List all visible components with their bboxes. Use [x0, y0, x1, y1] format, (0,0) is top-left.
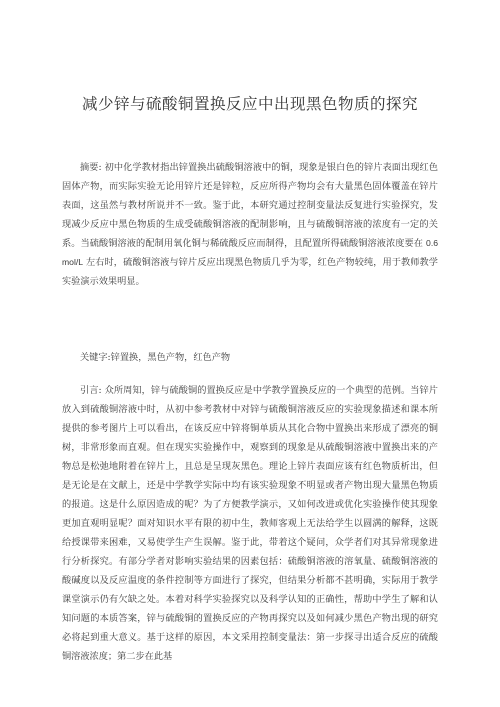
- abstract-paragraph: [62, 158, 438, 291]
- keywords-text: 锌置换，黑色产物，红色产物: [110, 352, 231, 363]
- abstract-label: 摘要:: [80, 162, 102, 173]
- keywords-paragraph: [62, 348, 438, 367]
- abstract-text-2: 左右时，硫酸铜溶液与锌片反应出现黑色物质几乎为零，红色产物较纯，用于教师教学实验演示效果明显。: [62, 257, 438, 287]
- introduction-label: 引言:: [80, 385, 102, 396]
- keywords-label: 关键字:: [80, 352, 111, 363]
- abstract-text-1: 初中化学教材指出锌置换出硫酸铜溶液中的铜，现象是银白色的锌片表面出现红色固体产物，而实际实验无论用锌片还是锌粒，反应所得产物均会有大量黑色固体覆盖在锌片表面，这虽然与教材所说并不一致。鉴于此，本研究通过控制变量法反复进行实验探究，发现减少反应中黑色物质的生成受硫酸铜溶液的配制影响，且与硫酸铜溶液的浓度有一定的关系。当硫酸铜溶液的配制用氧化铜与稀硫酸反应而制得，且配置所得硫酸铜溶液浓度要在: [62, 162, 438, 249]
- introduction-paragraph: [62, 381, 438, 666]
- introduction-text: 众所周知，锌与硫酸铜的置换反应是中学教学置换反应的一个典型的范例。当锌片放入到硫酸铜溶液中时，从初中参考教材中对锌与硫酸铜溶液反应的实验现象描述和课本所提供的参考图片上可以看出，在该反应中锌将铜单质从其化合物中置换出来形成了漂亮的铜树，非常形象而直观。但在现实实验操作中，观察到的现象是从硫酸铜溶液中置换出来的产物总是松弛地附着在锌片上，且总是呈现灰黑色。理论上锌片表面应该有红色物质析出，但是无论是在文献上，还是中学教学实际中均有该实验现象不明显或者产物出现大量黑色物质的报道。这是什么原因造成的呢？为了方便教学演示，又如何改进或优化实验操作使其现象更加直观明显呢？面对知识水平有限的初中生，教师客观上无法给学生以圆满的解释，这既给授课带来困难，又易使学生产生误解。鉴于此，带着这个疑问，众学者们对其异常现象进行分析探究。有部分学者对影响实验结果的因素包括：硫酸铜溶液的溶氧量、硫酸铜溶液的酸碱度以及反应温度的条件控制等方面进行了探究，但结果分析都不甚明确，实际用于教学课堂演示仍有欠缺之处。本着对科学实验探究以及科学认知的正确性，帮助中学生了解和认知问题的本质答案，锌与硫酸铜的置换反应的产物再探究以及如何减少黑色产物出现的研究必将起到重大意义。基于这样的原因，本文采用控制变量法：第一步探寻出适合反应的硫酸铜溶液浓度；第二步在此基: [62, 385, 438, 662]
- abstract-concentration: 0.6mol/L: [62, 238, 438, 267]
- document-title: 减少锌与硫酸铜置换反应中出现黑色物质的探究: [81, 95, 418, 113]
